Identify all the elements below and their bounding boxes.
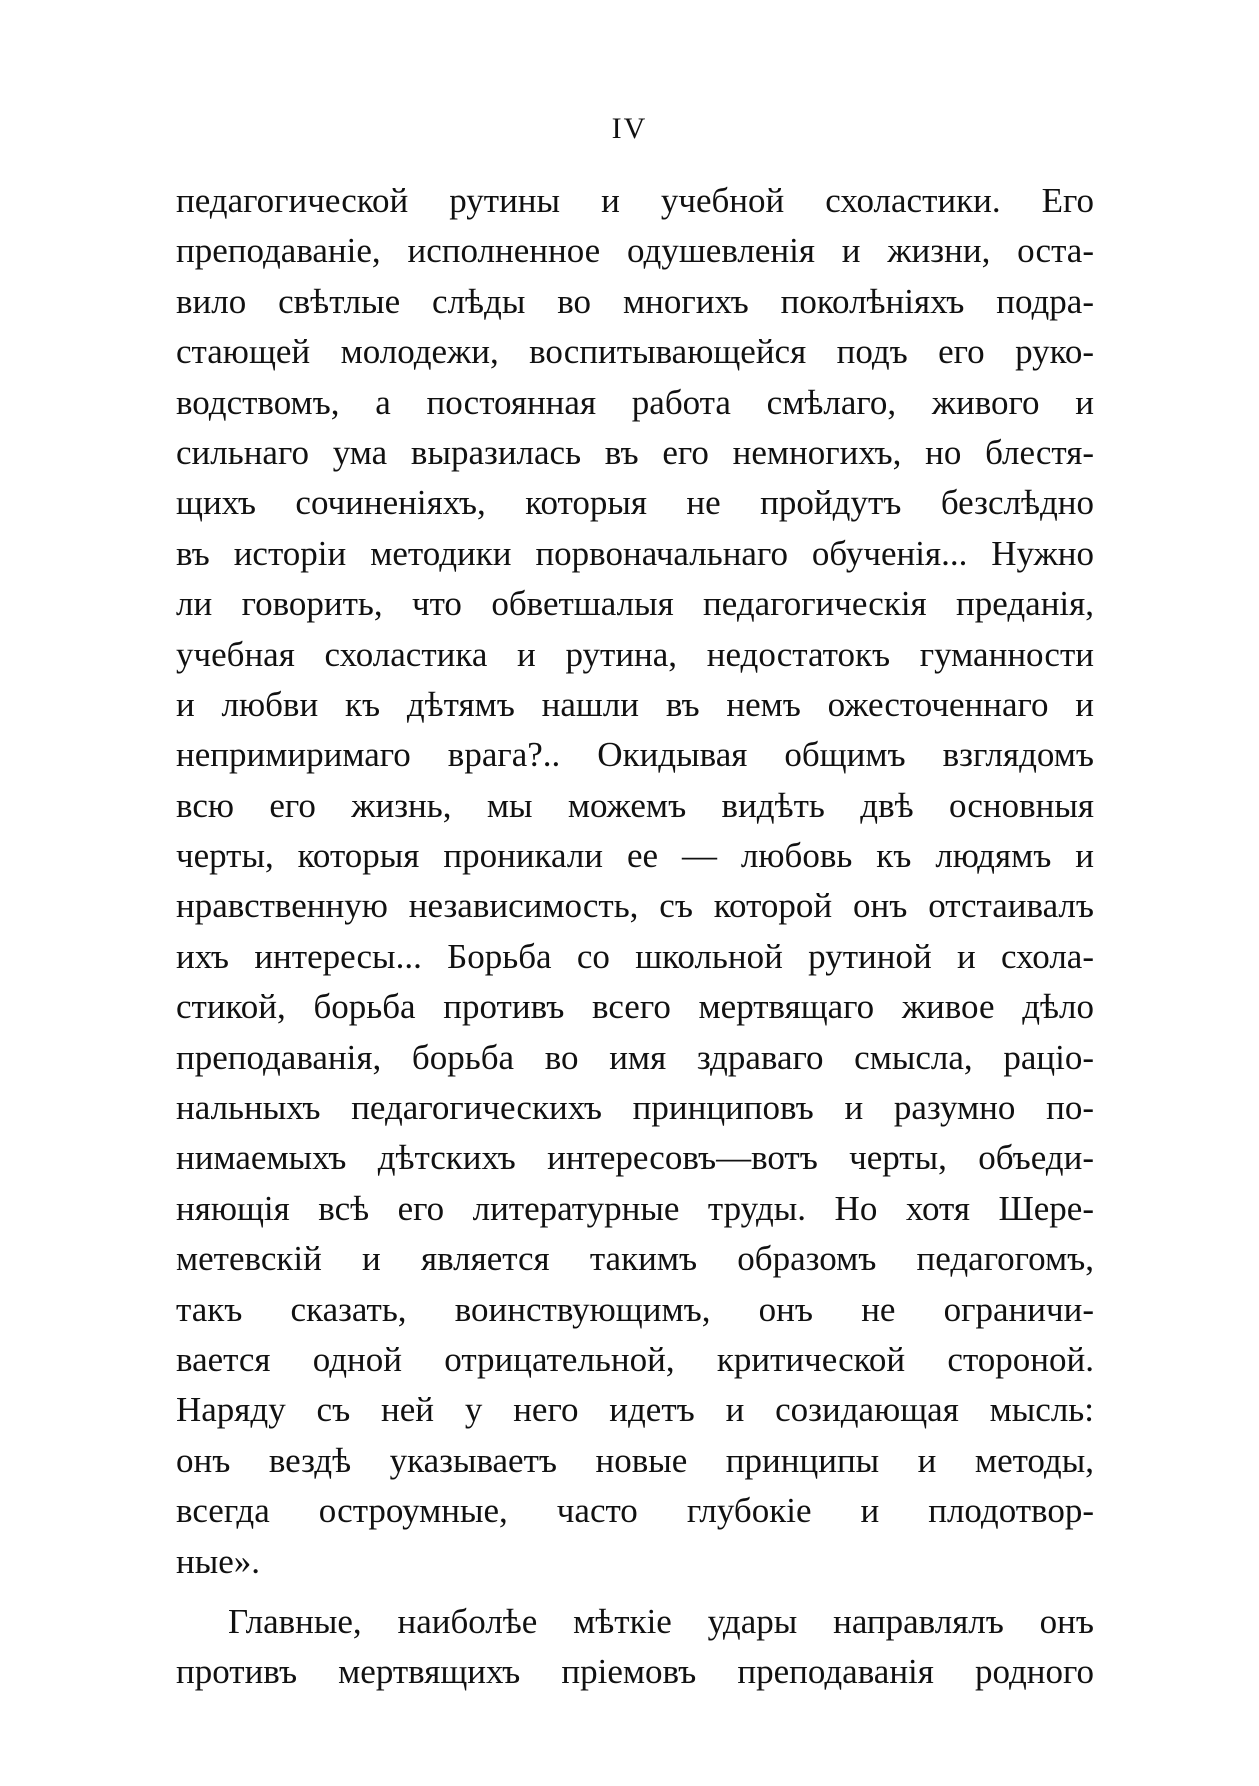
text-line: такъ сказать, воинствующимъ, онъ не ограничи- [176,1289,1094,1329]
body-text [176,176,1094,1698]
text-line: учебная схоластика и рутина, недостатокъ гуманности [176,634,1094,674]
text-line: сильнаго ума выразилась въ его немногихъ, но блестя- [176,432,1094,472]
text-line: онъ вездѣ указываетъ новые принципы и методы, [176,1440,1094,1480]
text-line: ихъ интересы... Борьба со школьной рутиной и схола- [176,936,1094,976]
text-line: и любви къ дѣтямъ нашли въ немъ ожесточеннаго и [176,684,1094,724]
text-line: преподаванiя, борьба во имя здраваго смысла, рацiо- [176,1037,1094,1077]
text-line: щихъ сочиненiяхъ, которыя не пройдутъ безслѣдно [176,483,1094,523]
text-line: няющiя всѣ его литературные труды. Но хотя Шере- [176,1188,1094,1228]
text-line: преподаванiе, исполненное одушевленiя и жизни, оста- [176,231,1094,271]
text-line: Наряду съ ней у него идетъ и созидающая мысль: [176,1390,1094,1430]
text-line: водствомъ, а постоянная работа смѣлаго, живого и [176,382,1094,422]
page-number: IV [611,112,648,145]
text-line: нимаемыхъ дѣтскихъ интересовъ—вотъ черты, объеди- [176,1138,1094,1178]
text-line: Главные, наиболѣе мѣткiе удары направлялъ онъ [228,1601,1094,1641]
text-line: нравственную независимость, съ которой онъ отстаивалъ [176,886,1094,926]
text-line: вается одной отрицательной, критической стороной. [176,1339,1094,1379]
paragraph-1 [176,176,1094,1587]
paragraph-gap [176,1587,1094,1597]
text-line: метевскiй и является такимъ образомъ педагогомъ, [176,1239,1094,1279]
text-line: всегда остроумные, часто глубокiе и плодотвор- [176,1491,1094,1531]
paragraph-2 [176,1597,1094,1698]
text-line: непримиримаго врага?.. Окидывая общимъ взглядомъ [176,735,1094,775]
text-line: стающей молодежи, воспитывающейся подъ его руко- [176,332,1094,372]
text-line: противъ мертвящихъ прiемовъ преподаванiя родного [176,1652,1094,1692]
text-line: въ исторiи методики порвоначальнаго обученiя... Нужно [176,533,1094,573]
text-line: ли говорить, что обветшалыя педагогическiя преданiя, [176,584,1094,624]
text-line: всю его жизнь, мы можемъ видѣть двѣ основныя [176,785,1094,825]
text-line: черты, которыя проникали ее — любовь къ людямъ и [176,836,1094,876]
text-line: нальныхъ педагогическихъ принциповъ и разумно по- [176,1088,1094,1128]
text-line: ные». [176,1541,261,1581]
text-line: вило свѣтлые слѣды во многихъ поколѣнiяхъ подра- [176,281,1094,321]
text-line: педагогической рутины и учебной схоластики. Его [176,181,1094,220]
text-line: стикой, борьба противъ всего мертвящаго живое дѣло [176,987,1094,1027]
